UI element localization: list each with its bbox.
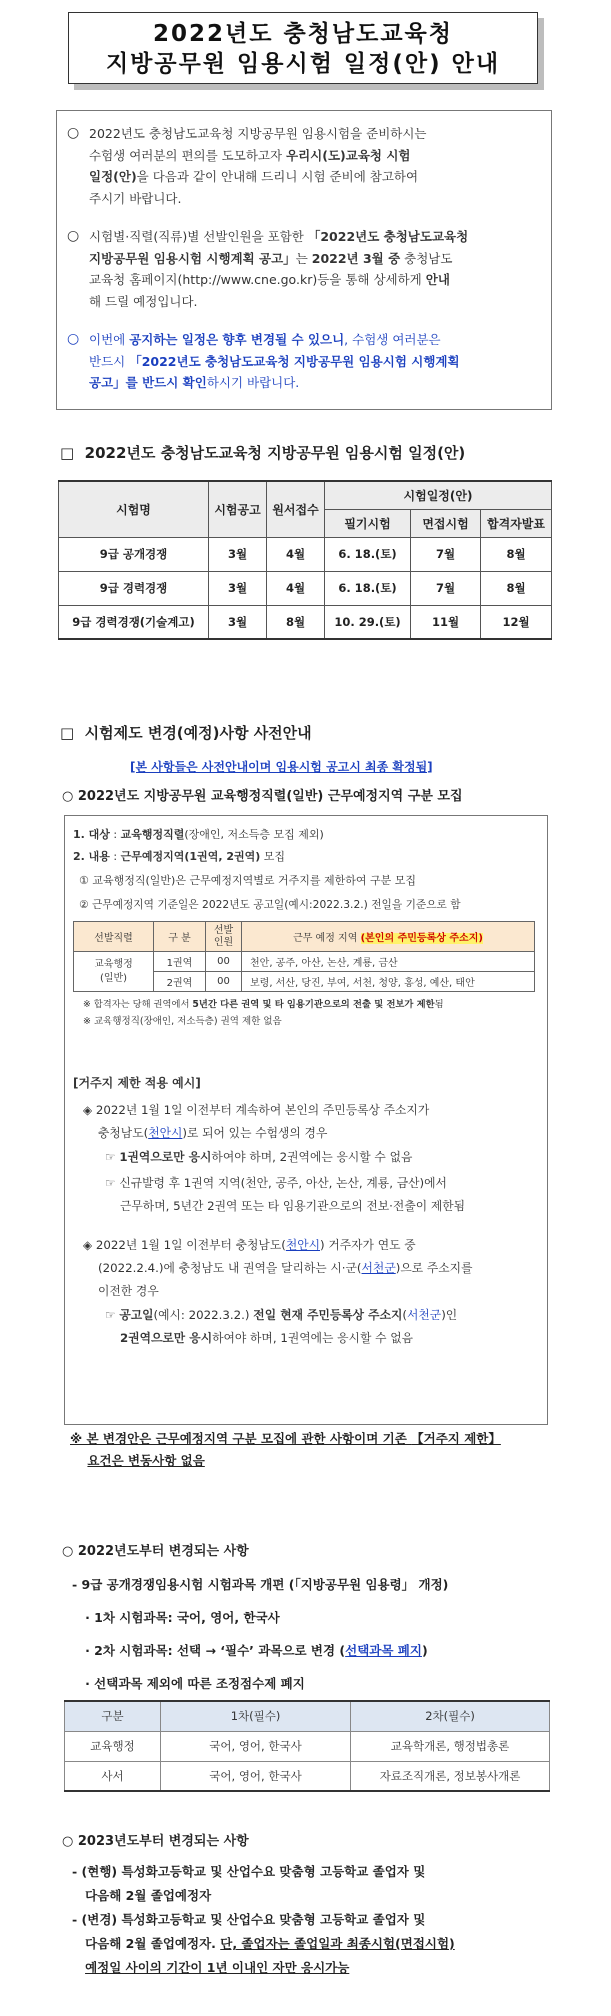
subjects-table: 구분 1차(필수) 2차(필수) 교육행정 국어, 영어, 한국사 교육학개론, 행정법총론 사서 국어, 영어, 한국사 자료조직개론, 정보봉사개론 [64, 1700, 550, 1792]
subjects-row: 교육행정 국어, 영어, 한국사 교육학개론, 행정법총론 [65, 1731, 550, 1761]
title-line-2: 지방공무원 임용시험 일정(안) 안내 [105, 51, 501, 77]
subsection-2023: ○ 2023년도부터 변경되는 사항 [62, 1834, 249, 1849]
changes-2023: - (현행) 특성화고등학교 및 산업수요 맞춤형 고등학교 졸업자 및 다음해 2월 졸업예정자 - (변경) 특성화고등학교 및 산업수요 맞춤형 고등학교 졸업자 및 다음해 2월 졸업예정자. 단, 졸업자는 졸업일과 최종시험(면접시험) 예정일 사이의 기간이 1년 이내인 자만 응시가능 [72, 1864, 455, 1975]
subjects-row: 사서 국어, 영어, 한국사 자료조직개론, 정보봉사개론 [65, 1761, 550, 1791]
subsection-region: ○ 2022년도 지방공무원 교육행정직렬(일반) 근무예정지역 구분 모집 [62, 789, 463, 804]
title-box [68, 12, 544, 90]
example-2-rule: ☞ 공고일(예시: 2022.3.2.) 전일 현재 주민등록상 주소지(서천군)인 2권역으로만 응시하여야 하며, 1권역에는 응시할 수 없음 [105, 1308, 458, 1345]
example-heading: [거주지 제한 적용 예시] [73, 1076, 201, 1090]
schedule-row: 9급 공개경쟁 3월 4월 6. 18.(토) 7월 8월 [59, 537, 552, 571]
rule-1: ① 교육행정직(일반)은 근무예정지역별로 거주지를 제한하여 구분 모집 [79, 874, 416, 887]
example-1-rule-b: ☞ 신규발령 후 1권역 지역(천안, 공주, 아산, 논산, 계룡, 금산)에서 근무하며, 5년간 2권역 또는 타 임용기관으로의 전보·전출이 제한됨 [105, 1176, 466, 1213]
content-line: 2. 내용 : 근무예정지역(1권역, 2권역) 모집 [73, 850, 286, 863]
example-1: ◈ 2022년 1월 1일 이전부터 계속하여 본인의 주민등록상 주소지가 충청남도(천안시)로 되어 있는 수험생의 경우 [83, 1103, 430, 1140]
region-info-box [64, 815, 548, 1425]
notice-para-1: ○ 2022년도 충청남도교육청 지방공무원 임용시험을 준비하시는 수험생 여러분의 편의를 도모하고자 우리시(도)교육청 시험 일정(안)을 다음과 같이 안내해 드리니 시험 준비에 참고하여 주시기 바랍니다. [67, 125, 427, 206]
target-line: 1. 대상 : 교육행정직렬(장애인, 저소득층 모집 제외) [73, 828, 324, 841]
subsection-2022: ○ 2022년도부터 변경되는 사항 [62, 1544, 249, 1559]
schedule-table: 시험명 시험공고 원서접수 시험일정(안) 필기시험 면접시험 합격자발표 9급 공개경쟁 3월 4월 6. 18.(토) 7월 8월 9급 경력경쟁 3월 4월 6. 18.(토) 7월 8월 9급 경력경쟁(기술계고) 3월 8월 10. 29.(토) 11월 12월 [58, 480, 552, 640]
example-2: ◈ 2022년 1월 1일 이전부터 충청남도(천안시) 거주자가 연도 중 (2022.2.4.)에 충청남도 내 권역을 달리하는 시·군(서천군)으로 주소지를 이전한 경우 [83, 1238, 473, 1298]
section-schedule-title: □ 2022년도 충청남도교육청 지방공무원 임용시험 일정(안) [60, 444, 466, 462]
rule-2: ② 근무예정지역 기준일은 2022년도 공고일(예시:2022.3.2.) 전일을 기준으로 함 [79, 898, 461, 911]
transfer-note: ※ 합격자는 당해 권역에서 5년간 다른 권역 및 타 임용기관으로의 전출 및 전보가 제한됨 [83, 999, 444, 1010]
preliminary-note: [본 사항들은 사전안내이며 임용시험 공고시 최종 확정됨] [130, 760, 433, 774]
region-table: 선발직렬 구 분 선발 인원 근무 예정 지역 (본인의 주민등록상 주소지) 교육행정 (일반) 1권역 00 천안, 공주, 아산, 논산, 계룡, 금산 2권역 00 보령, 서산, 당진, 부여, 서천, 청양, 홍성, 예산, 태안 [73, 921, 535, 992]
section-changes-title: □ 시험제도 변경(예정)사항 사전안내 [60, 724, 312, 742]
notice-box [56, 110, 552, 410]
footnote: ※ 본 변경안은 근무예정지역 구분 모집에 관한 사항이며 기존 【거주지 제한】 요건은 변동사항 없음 [70, 1431, 501, 1468]
schedule-row: 9급 경력경쟁 3월 4월 6. 18.(토) 7월 8월 [59, 571, 552, 605]
exception-note: ※ 교육행정직(장애인, 저소득층) 권역 제한 없음 [83, 1016, 282, 1027]
example-1-rule-a: ☞ 1권역으로만 응시하여야 하며, 2권역에는 응시할 수 없음 [105, 1150, 413, 1164]
notice-para-3: ○ 이번에 공지하는 일정은 향후 변경될 수 있으니, 수험생 여러분은 반드시 「2022년도 충청남도교육청 지방공무원 임용시험 시행계획 공고」를 반드시 확인하시기 바랍니다. [67, 331, 460, 390]
title-frame [68, 12, 538, 84]
title-line-1: 2022년도 충청남도교육청 [153, 21, 453, 47]
changes-2022: - 9급 공개경쟁임용시험 시험과목 개편 (「지방공무원 임용령」 개정) · 1차 시험과목: 국어, 영어, 한국사 · 2차 시험과목: 선택 → ‘필수’ 과목으로 변경 (선택과목 폐지) · 선택과목 제외에 따른 조정점수제 폐지 [72, 1577, 449, 1691]
schedule-row: 9급 경력경쟁(기술계고) 3월 8월 10. 29.(토) 11월 12월 [59, 605, 552, 639]
notice-para-2: ○ 시험별·직렬(직류)별 선발인원을 포함한 「2022년도 충청남도교육청 지방공무원 임용시험 시행계획 공고」는 2022년 3월 중 충청남도 교육청 홈페이지(http://www.cne.go.kr)등을 통해 상세하게 안내 해 드릴 예정입니다. [67, 228, 469, 309]
